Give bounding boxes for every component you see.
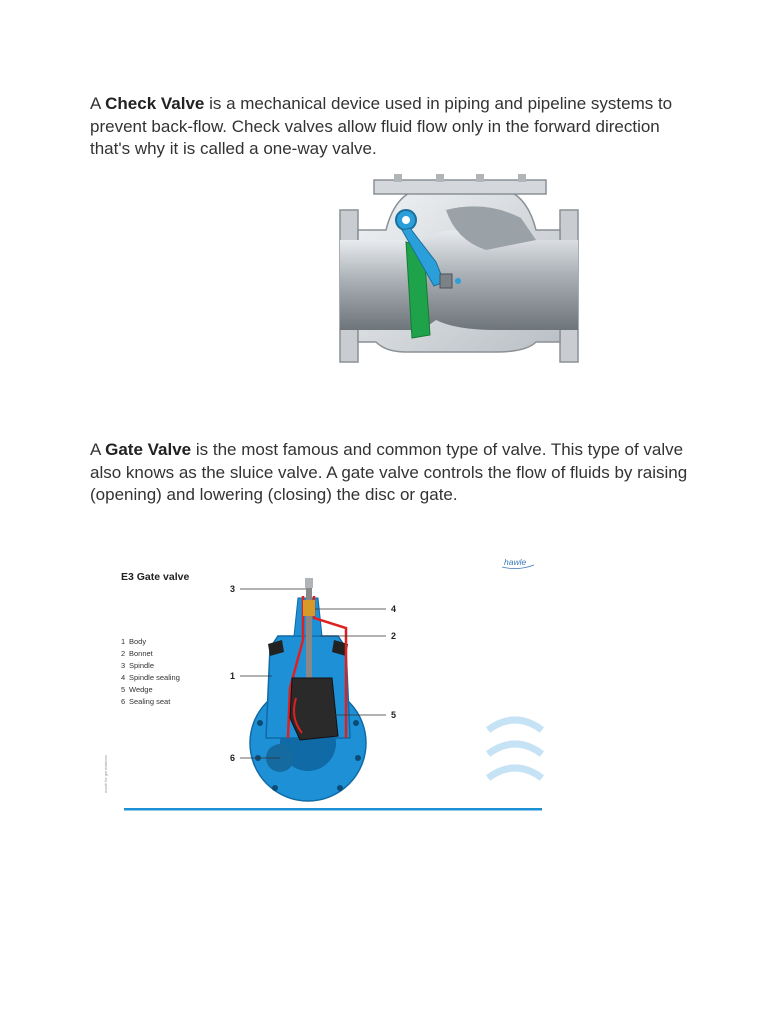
gate-valve-description: is the most famous and common type of valve. This type of valve also knows as the sluice valve. A gate valve controls the flow of fluids by raising (opening) and lowering (closing) the disc or gate. [90, 440, 688, 504]
gate-valve-diagram [100, 548, 546, 816]
check-valve-illustration [336, 170, 582, 370]
callout-number: 5 [391, 710, 397, 720]
legend-num: 1 [121, 637, 126, 646]
legend-label: Wedge [129, 685, 153, 694]
legend-num: 5 [121, 685, 126, 694]
check-valve-description: is a mechanical device used in piping and pipeline systems to prevent back-flow. Check valves allow fluid flow only in the forward direction that's why it is called a one-way valve. [90, 94, 673, 158]
gate-valve-term: Gate Valve [105, 440, 192, 459]
callout-number: 6 [230, 753, 236, 763]
legend-num: 6 [121, 697, 126, 706]
gate-diagram-title: E3 Gate valve [121, 571, 190, 583]
decorative-arcs [488, 720, 542, 778]
brand-logo: hawle [504, 557, 527, 567]
legend-label: Body [129, 637, 147, 646]
side-tagline: made for generations [103, 755, 108, 793]
legend-num: 3 [121, 661, 126, 670]
callout-number: 1 [230, 671, 236, 681]
legend-label: Spindle [129, 661, 155, 670]
bottom-rule [124, 808, 542, 811]
check-valve-prefix: A [90, 94, 106, 113]
gate-valve-prefix: A [90, 440, 106, 459]
legend-num: 2 [121, 649, 126, 658]
legend-num: 4 [121, 673, 126, 682]
callout-number: 2 [391, 631, 397, 641]
callout-number: 4 [391, 604, 397, 614]
legend-label: Spindle sealing [129, 673, 180, 682]
gate-valve-paragraph [90, 439, 690, 507]
legend-label: Bonnet [129, 649, 153, 658]
callout-number: 3 [230, 584, 236, 594]
legend-label: Sealing seat [129, 697, 171, 706]
check-valve-paragraph [90, 93, 690, 161]
legend [121, 637, 180, 706]
gate-valve-drawing [250, 578, 366, 801]
check-valve-term: Check Valve [105, 94, 205, 113]
